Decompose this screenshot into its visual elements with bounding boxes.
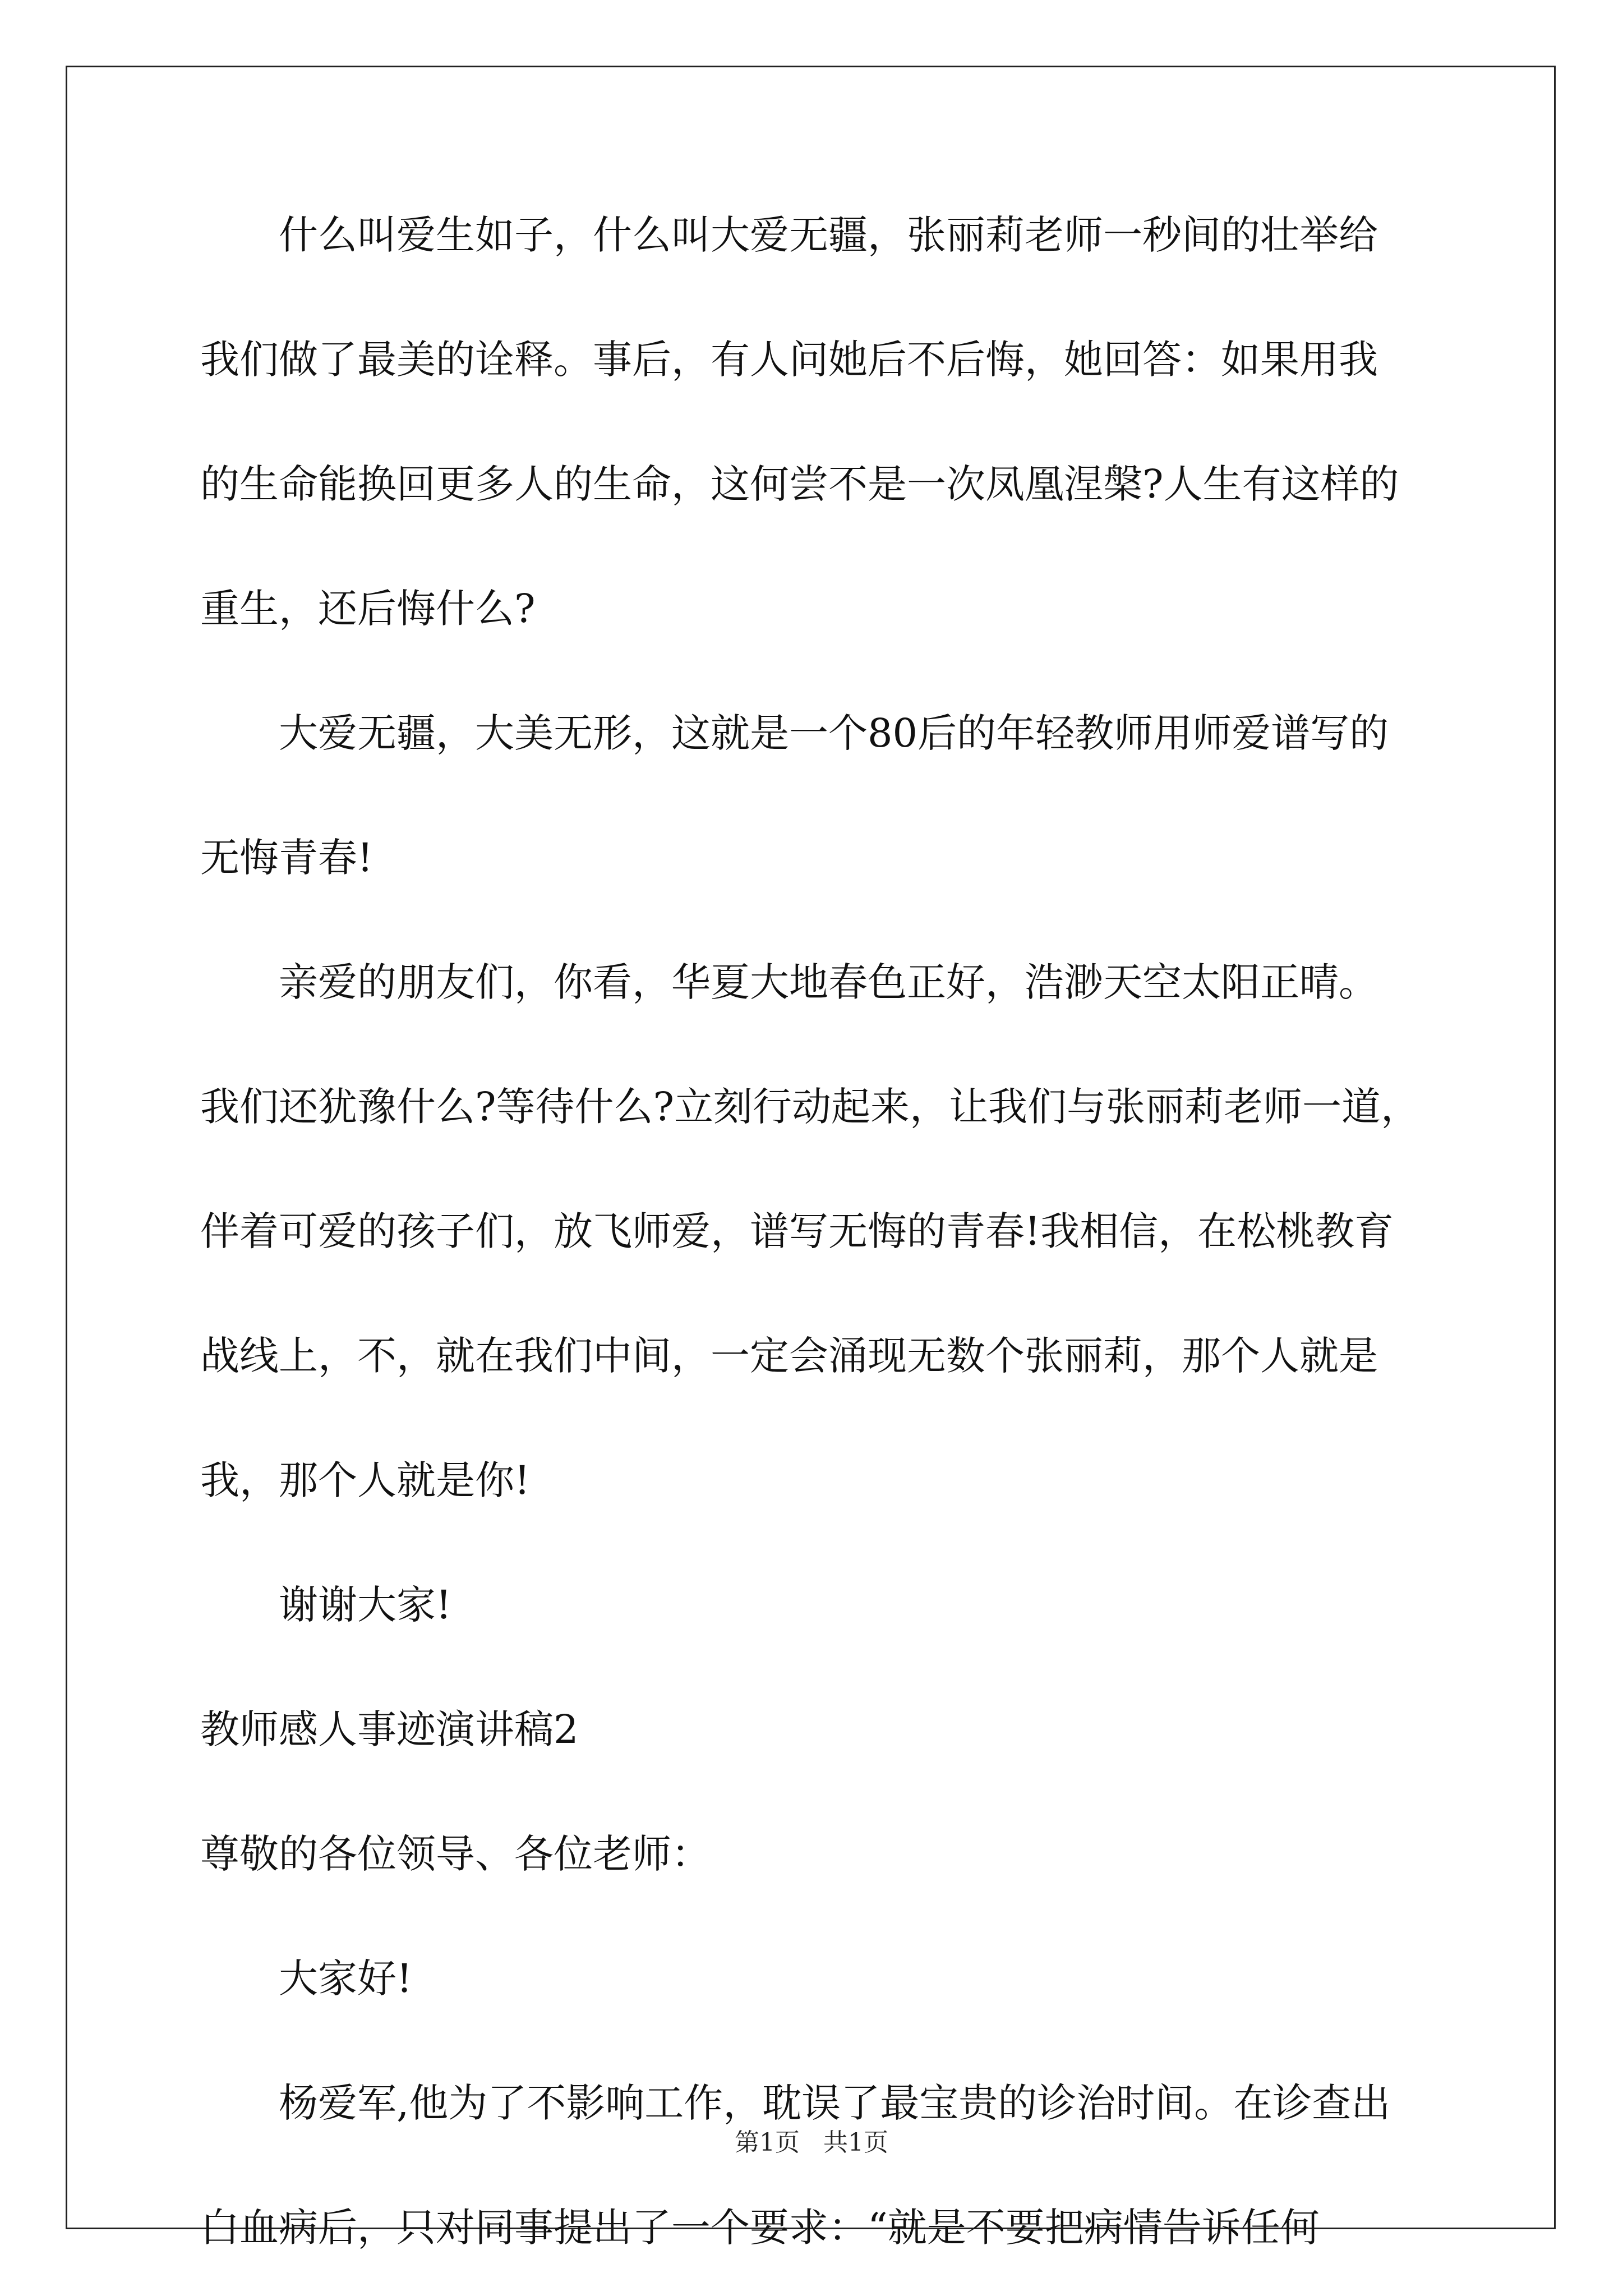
- page-number-footer: 第1页 共1页: [735, 2128, 888, 2157]
- document-body: [200, 212, 1428, 2251]
- text-line: 我，那个人就是你!: [200, 1457, 531, 1503]
- section-heading: 教师感人事迹演讲稿2: [200, 1706, 579, 1752]
- text-line: 大爱无疆，大美无形，这就是一个80后的年轻教师用师爱谱写的: [200, 710, 1389, 756]
- text-line: 我们做了最美的诠释。事后，有人问她后不后悔，她回答：如果用我: [200, 337, 1378, 383]
- text-line: 无悔青春!: [200, 835, 374, 881]
- text-line: 谢谢大家!: [200, 1582, 452, 1628]
- text-line: 亲爱的朋友们，你看，华夏大地春色正好，浩渺天空太阳正晴。: [200, 959, 1378, 1005]
- text-line: 重生，还后悔什么?: [200, 586, 536, 632]
- text-line: 杨爱军,他为了不影响工作，耽误了最宝贵的诊治时间。在诊查出: [200, 2080, 1391, 2126]
- text-line: 的生命能换回更多人的生命，这何尝不是一次凤凰涅槃?人生有这样的: [200, 461, 1399, 507]
- salutation: 尊敬的各位领导、各位老师：: [200, 1831, 711, 1877]
- text-line: 我们还犹豫什么?等待什么?立刻行动起来，让我们与张丽莉老师一道，: [200, 1084, 1421, 1130]
- text-line: 白血病后，只对同事提出了一个要求：“就是不要把病情告诉任何: [200, 2205, 1320, 2251]
- greeting: 大家好!: [200, 1955, 413, 2001]
- text-line: 战线上，不，就在我们中间，一定会涌现无数个张丽莉，那个人就是: [200, 1333, 1378, 1379]
- text-line: 什么叫爱生如子，什么叫大爱无疆，张丽莉老师一秒间的壮举给: [200, 212, 1378, 258]
- text-line: 伴着可爱的孩子们，放飞师爱，谱写无悔的青春!我相信，在松桃教育: [200, 1208, 1394, 1254]
